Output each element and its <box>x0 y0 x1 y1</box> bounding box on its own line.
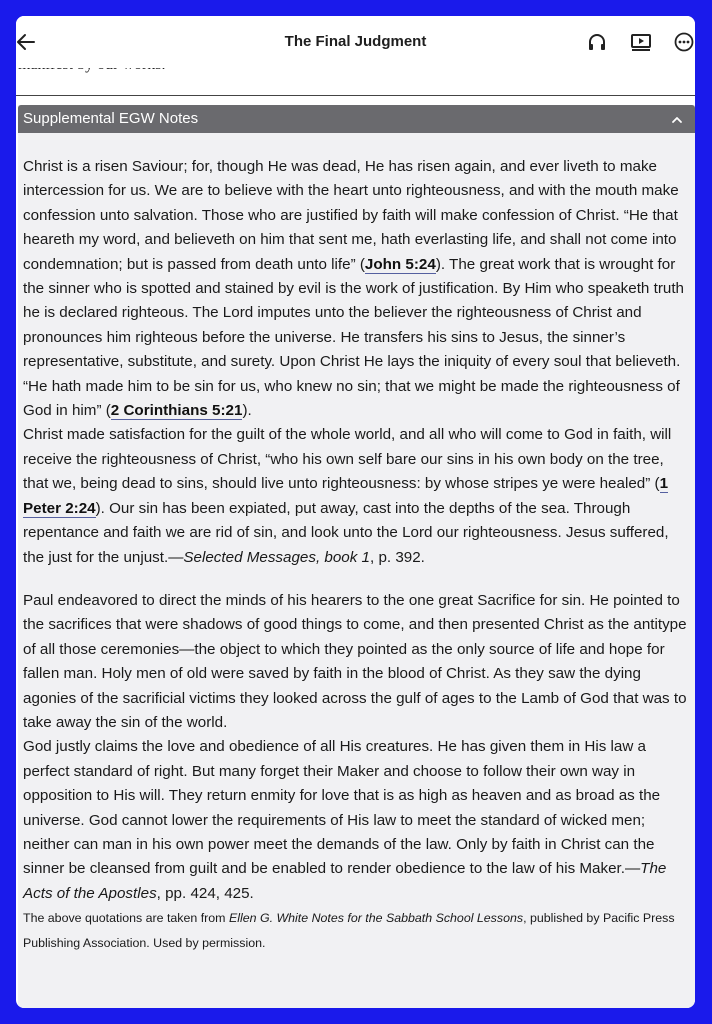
more-icon[interactable] <box>672 30 695 54</box>
source-title: The Acts of the Apostles <box>23 860 667 902</box>
paragraph-1b: Christ made satisfaction for the guilt of the whole world, and all who will come to God in faith, will receive the righteousness of Christ, “who his own self bare our sins in his own body on the tree, that we, being dead to sins, should live unto righteousness: by whose stripes ye were healed” (1 Peter 2:24). Our sin has been expiated, put away, cast into the depths of the sea. Through repentance and faith we are rid of sin, and look unto the Lord our righteousness. Jesus suffered, the just for the unjust.—Selected Messages, book 1, p. 392. <box>23 426 672 566</box>
paragraph-2: Paul endeavored to direct the minds of his hearers to the one great Sacrifice for sin. He pointed to the sacrifices that were shadows of good things to come, and then presented Christ as the antitype of all those ceremonies—the object to which they pointed as the only source of life and hope for fallen man. Holy men of old were saved by faith in the blood of Christ. As they saw the dying agonies of the sacrificial victims they looked across the gulf of ages to the Lamb of God that was to take away the sin of the world. <box>23 591 687 731</box>
notes-body <box>23 155 691 956</box>
scripture-link-1-peter-2-24[interactable]: 1 Peter 2:24 <box>23 475 669 517</box>
top-bar <box>16 16 695 68</box>
headphones-icon[interactable] <box>585 30 609 54</box>
divider <box>16 95 695 96</box>
footnote-source: Ellen G. White Notes for the Sabbath School Lessons <box>228 911 524 926</box>
video-play-icon[interactable] <box>629 30 653 54</box>
page-title: The Final Judgment <box>284 33 427 50</box>
paragraph-2b: God justly claims the love and obedience of all His creatures. He has given them in His law a perfect standard of right. But many forget their Maker and choose to follow their own way in opposition to His will. They return enmity for love that is as high as heaven and as broad as the universe. God cannot lower the requirements of His law to meet the standard of wicked men; neither can man in his own power meet the demands of the law. Only by faith in Christ can the sinner be cleansed from guilt and be enabled to render obedience to the law of his Maker.—The Acts of the Apostles, pp. 424, 425. <box>23 738 667 902</box>
paragraph-1: Christ is a risen Saviour; for, though He was dead, He has risen again, and ever liveth to make intercession for us. We are to believe with the heart unto righteousness, and with the mouth make confession unto salvation. Those who are justified by faith will make confession of Christ. “He that heareth my word, and believeth on him that sent me, hath everlasting life, and shall not come into condemnation; but is passed from death unto life” (John 5:24). The great work that is wrought for the sinner who is spotted and stained by evil is the work of justification. By Him who speaketh truth he is declared righteous. The Lord imputes unto the believer the righteousness of Christ and pronounces him righteous before the universe. He transfers his sins to Jesus, the sinner’s representative, substitute, and surety. Upon Christ He lays the iniquity of every soul that believeth. “He hath made him to be sin for us, who knew no sin; that we might be made the righteousness of God in him” (2 Corinthians 5:21). <box>23 158 684 420</box>
source-title: Selected Messages, book 1 <box>183 548 370 566</box>
panel-title: Supplemental EGW Notes <box>23 110 199 127</box>
panel-header[interactable] <box>18 105 695 133</box>
scripture-link-2-corinthians-5-21[interactable]: 2 Corinthians 5:21 <box>110 402 243 420</box>
app-frame <box>16 16 695 1008</box>
footnote: The above quotations are taken from Ellen G. White Notes for the Sabbath School Lessons, published by Pacific Press Publishing Association. Used by permission. <box>23 911 675 951</box>
chevron-up-icon[interactable] <box>671 113 683 125</box>
scripture-link-john-5-24[interactable]: John 5:24 <box>364 255 436 273</box>
supplemental-notes-panel <box>18 105 695 1008</box>
